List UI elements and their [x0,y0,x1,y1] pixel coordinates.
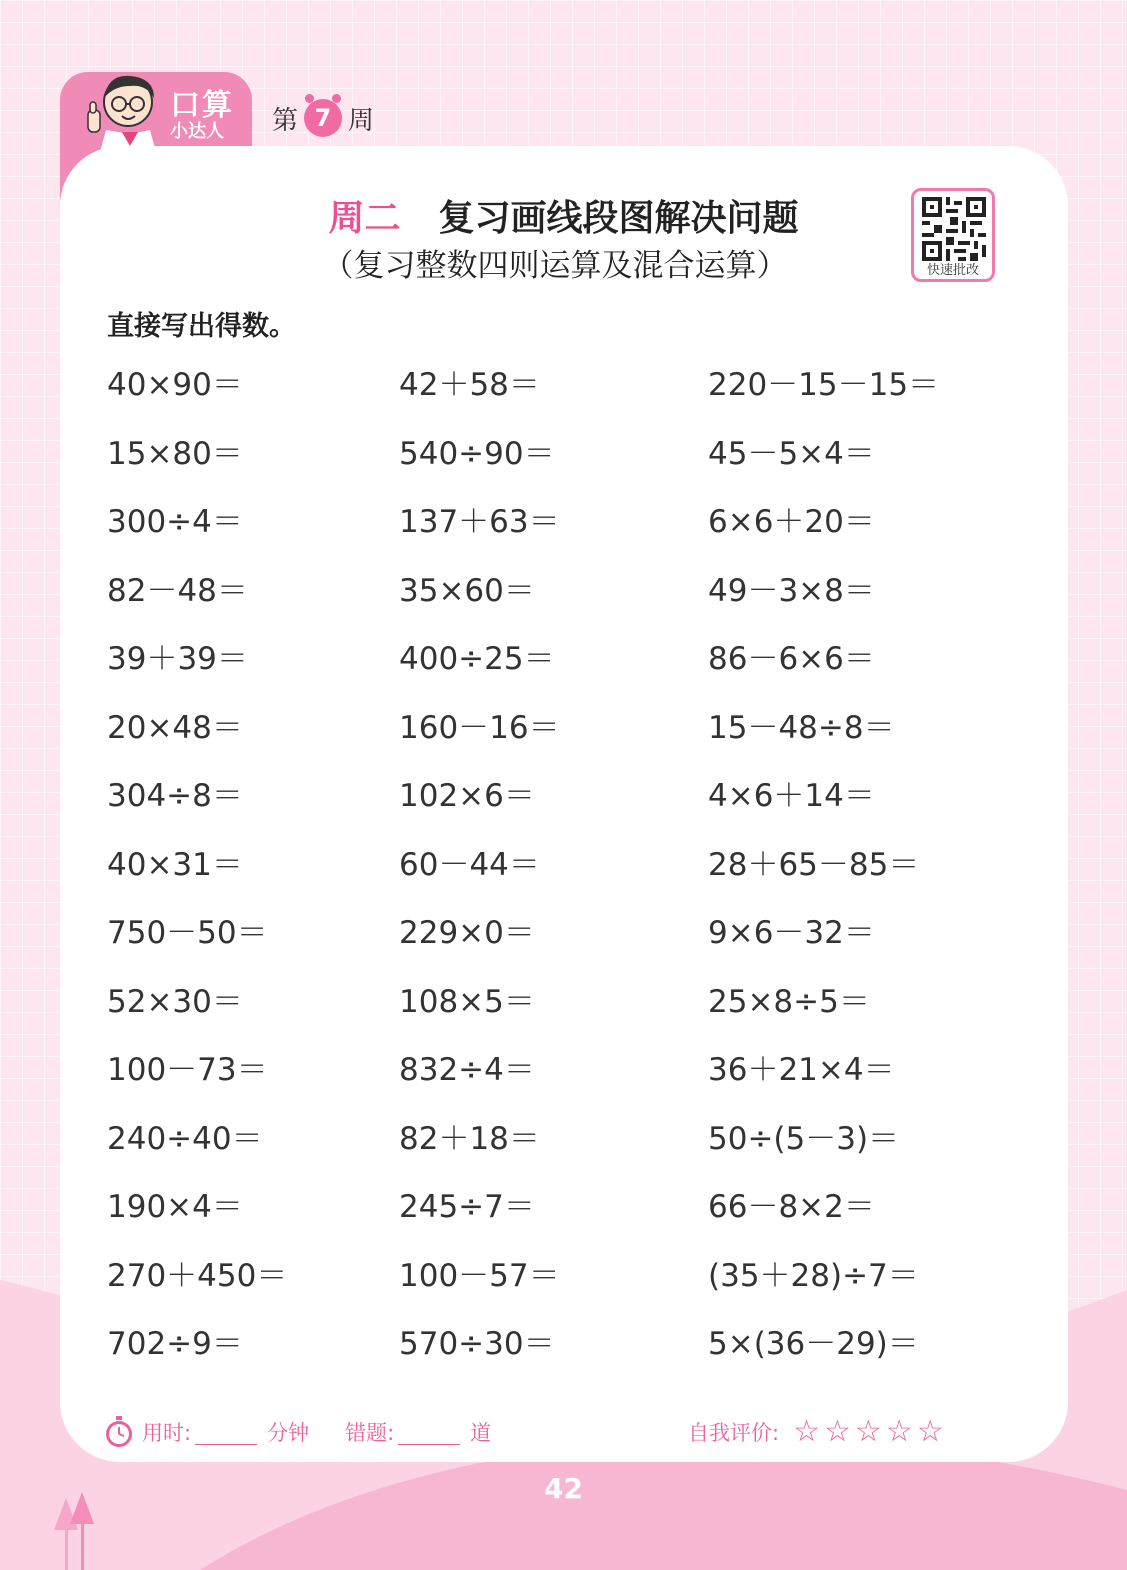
problem-item: 108×5＝ [399,983,535,1020]
problem-item: 40×90＝ [107,367,243,403]
rating-star-icon[interactable]: ☆ [854,1414,882,1449]
problem-item: 304÷8＝ [107,778,243,814]
problem-item: 45－5×4＝ [708,435,875,472]
rating-star-icon[interactable]: ☆ [823,1414,851,1449]
problem-item: 82＋18＝ [399,1120,540,1157]
week-number-clock-icon: 7 [304,99,342,137]
problem-item: 36＋21×4＝ [708,1052,895,1088]
errors-unit: 道 [470,1421,492,1445]
qr-label: 快速批改 [926,263,979,278]
title-day: 周二 [328,198,401,239]
time-unit: 分钟 [267,1421,310,1445]
problem-item: 40×31＝ [107,846,243,883]
problem-item: 66－8×2＝ [708,1189,875,1225]
problem-item: 42＋58＝ [399,367,540,403]
page-subtitle: （复习整数四则运算及混合运算） [322,248,788,284]
problem-item: 229×0＝ [399,915,535,951]
week-suffix: 周 [348,105,375,136]
problem-item: 25×8÷5＝ [708,983,870,1020]
problem-item: 4×6＋14＝ [708,778,875,814]
problem-item: (35＋28)÷7＝ [708,1257,919,1294]
problem-item: 5×(36－29)＝ [708,1326,919,1362]
footer-time-errors [104,1414,491,1450]
time-label: 用时: [142,1421,192,1445]
qr-code-box[interactable] [911,188,995,282]
problem-item: 100－73＝ [107,1052,268,1088]
qr-code-icon [922,197,986,261]
problem-item: 86－6×6＝ [708,641,875,677]
time-input-blank[interactable] [195,1420,257,1445]
problem-item: 160－16＝ [399,709,560,746]
problem-item: 702÷9＝ [107,1326,243,1362]
problem-item: 60－44＝ [399,846,540,883]
badge-title: 口算 [170,88,234,123]
problem-item: 15×80＝ [107,435,243,472]
week-indicator [272,98,374,138]
errors-label: 错题: [345,1421,395,1445]
problem-item: 20×48＝ [107,709,243,746]
rating-star-icon[interactable]: ☆ [916,1414,944,1449]
tree-decoration-icon [54,1492,98,1570]
problem-item: 6×6＋20＝ [708,504,875,540]
title-topic: 复习画线段图解决问题 [438,198,799,239]
problem-item: 39＋39＝ [107,641,248,677]
problem-item: 49－3×8＝ [708,572,875,609]
problem-item: 35×60＝ [399,572,535,609]
badge-subtitle: 小达人 [170,121,224,142]
problem-item: 15－48÷8＝ [708,709,895,746]
stopwatch-icon [104,1416,134,1448]
problem-item: 240÷40＝ [107,1120,263,1157]
rating-star-icon[interactable]: ☆ [793,1414,820,1449]
instruction: 直接写出得数。 [107,311,296,342]
problem-item: 52×30＝ [107,983,243,1020]
problem-item: 570÷30＝ [399,1326,555,1362]
problem-item: 190×4＝ [107,1189,243,1225]
page-number: 42 [544,1472,583,1505]
rating-label: 自我评价: [688,1421,780,1445]
problem-item: 82－48＝ [107,572,248,609]
problem-item: 832÷4＝ [399,1052,535,1088]
problem-item: 540÷90＝ [399,435,555,472]
mascot-boy-icon [80,72,170,152]
problem-item: 750－50＝ [107,915,268,951]
problem-item: 300÷4＝ [107,504,243,540]
problem-item: 100－57＝ [399,1257,560,1294]
footer-self-rating [688,1414,944,1450]
problem-item: 50÷(5－3)＝ [708,1120,900,1157]
problem-item: 9×6－32＝ [708,915,875,951]
rating-stars [793,1414,944,1449]
problem-item: 28＋65－85＝ [708,846,920,883]
problem-item: 102×6＝ [399,778,535,814]
problem-item: 270＋450＝ [107,1257,288,1294]
week-prefix: 第 [272,105,299,136]
problem-item: 400÷25＝ [399,641,555,677]
problem-item: 137＋63＝ [399,504,560,540]
problem-item: 245÷7＝ [399,1189,535,1225]
errors-input-blank[interactable] [398,1420,460,1445]
problem-item: 220－15－15＝ [708,367,940,403]
rating-star-icon[interactable]: ☆ [885,1414,913,1449]
